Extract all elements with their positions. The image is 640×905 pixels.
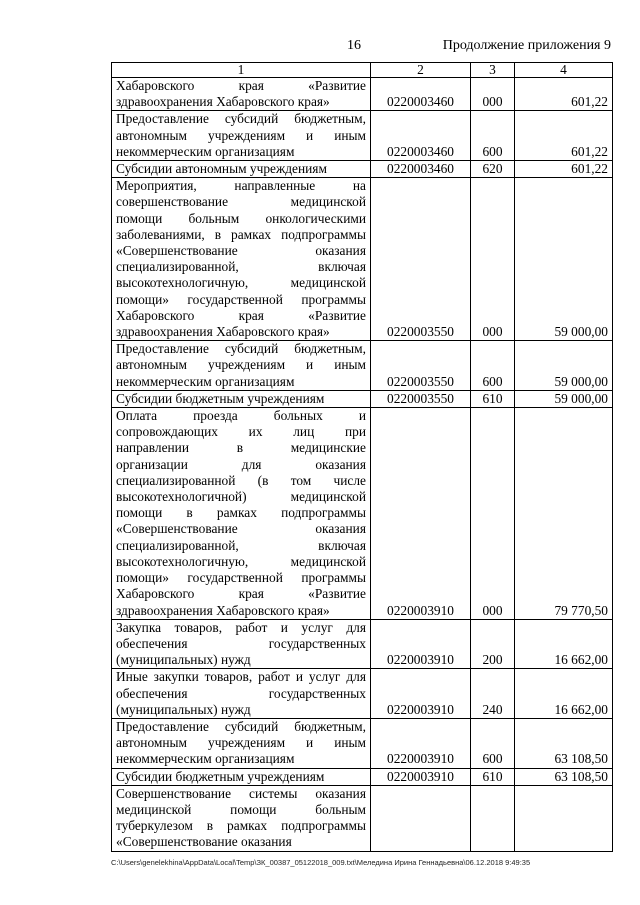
description-line: Иные закупки товаров, работ и услуг для	[116, 669, 366, 685]
expense-type: 600	[471, 111, 515, 161]
description-line: здравоохранения Хабаровского края»	[116, 324, 330, 340]
amount: 59 000,00	[515, 390, 613, 407]
continuation-caption: Продолжение приложения 9	[442, 38, 611, 53]
description-line: Субсидии автономным учреждениям	[116, 161, 327, 177]
description-line: обеспечения государственных	[116, 685, 366, 701]
description-line: (муниципальных) нужд	[116, 652, 251, 668]
table-row	[112, 785, 613, 851]
expense-type: 600	[471, 341, 515, 391]
expense-type: 600	[471, 718, 515, 768]
row-description	[112, 768, 371, 785]
table-row	[112, 178, 613, 341]
description-line: Совершенствование системы оказания	[116, 785, 366, 801]
description-line: «Совершенствование оказания	[116, 521, 366, 537]
row-description	[112, 390, 371, 407]
table-row	[112, 768, 613, 785]
amount	[515, 785, 613, 851]
target-code: 0220003910	[371, 718, 471, 768]
expense-type: 610	[471, 768, 515, 785]
description-line: направлении в медицинские	[116, 440, 366, 456]
expense-type: 000	[471, 408, 515, 620]
table-row	[112, 390, 613, 407]
amount: 59 000,00	[515, 178, 613, 341]
target-code: 0220003460	[371, 111, 471, 161]
amount: 16 662,00	[515, 619, 613, 669]
row-description	[112, 341, 371, 391]
description-line: «Совершенствование оказания	[116, 834, 292, 850]
table-row	[112, 341, 613, 391]
row-description	[112, 718, 371, 768]
description-line: высокотехнологичную, медицинской	[116, 275, 366, 291]
table-row	[112, 78, 613, 111]
description-line: организации для оказания	[116, 456, 366, 472]
description-line: Субсидии бюджетным учреждениям	[116, 768, 325, 784]
expense-type: 000	[471, 178, 515, 341]
amount: 59 000,00	[515, 341, 613, 391]
description-line: автономным учреждениям и иным	[116, 735, 366, 751]
description-line: Предоставление субсидий бюджетным,	[116, 111, 366, 127]
description-line: туберкулезом в рамках подпрограммы	[116, 818, 366, 834]
target-code	[371, 785, 471, 851]
description-line: Предоставление субсидий бюджетным,	[116, 718, 366, 734]
table-row	[112, 619, 613, 669]
description-line: Хабаровского края «Развитие	[116, 307, 366, 323]
target-code: 0220003910	[371, 669, 471, 719]
target-code: 0220003910	[371, 768, 471, 785]
amount: 79 770,50	[515, 408, 613, 620]
description-line: здравоохранения Хабаровского края»	[116, 94, 330, 110]
description-line: специализированной, включая	[116, 259, 366, 275]
description-line: заболеваниями, в рамках подпрограммы	[116, 226, 366, 242]
description-line: помощи больным онкологическими	[116, 210, 366, 226]
description-line: помощи» государственной программы	[116, 291, 366, 307]
target-code: 0220003550	[371, 390, 471, 407]
table-row	[112, 161, 613, 178]
row-description	[112, 408, 371, 620]
target-code: 0220003910	[371, 408, 471, 620]
row-description	[112, 111, 371, 161]
description-line: Хабаровского края «Развитие	[116, 78, 366, 93]
table-row	[112, 718, 613, 768]
expense-type: 240	[471, 669, 515, 719]
description-line: здравоохранения Хабаровского края»	[116, 602, 330, 618]
description-line: обеспечения государственных	[116, 635, 366, 651]
amount: 63 108,50	[515, 768, 613, 785]
description-line: помощи в рамках подпрограммы	[116, 505, 366, 521]
description-line: Предоставление субсидий бюджетным,	[116, 341, 366, 357]
row-description	[112, 178, 371, 341]
description-line: специализированной, включая	[116, 537, 366, 553]
expense-type	[471, 785, 515, 851]
row-description	[112, 785, 371, 851]
description-line: медицинской помощи больным	[116, 801, 366, 817]
target-code: 0220003910	[371, 619, 471, 669]
amount: 601,22	[515, 161, 613, 178]
description-line: автономным учреждениям и иным	[116, 127, 366, 143]
expense-type: 620	[471, 161, 515, 178]
table-row	[112, 669, 613, 719]
target-code: 0220003460	[371, 161, 471, 178]
column-header: 2	[371, 63, 471, 78]
column-header: 3	[471, 63, 515, 78]
row-description	[112, 669, 371, 719]
row-description	[112, 161, 371, 178]
description-line: Закупка товаров, работ и услуг для	[116, 619, 366, 635]
description-line: специализированной (в том числе	[116, 472, 366, 488]
description-line: Субсидии бюджетным учреждениям	[116, 390, 325, 406]
description-line: (муниципальных) нужд	[116, 701, 251, 717]
row-description	[112, 78, 371, 111]
page-number: 16	[347, 38, 361, 53]
file-path-footer: C:\Users\genelekhina\AppData\Local\Temp\ЗК_00387_05122018_009.txt\Меледина Ирина Геннадьевна\06.12.2018 9:49:35	[111, 858, 531, 867]
table-row	[112, 111, 613, 161]
column-header: 1	[112, 63, 371, 78]
description-line: сопровождающих их лиц при	[116, 424, 366, 440]
table-row	[112, 408, 613, 620]
description-line: Мероприятия, направленные на	[116, 178, 366, 194]
description-line: автономным учреждениям и иным	[116, 357, 366, 373]
description-line: помощи» государственной программы	[116, 570, 366, 586]
expense-type: 000	[471, 78, 515, 111]
description-line: Хабаровского края «Развитие	[116, 586, 366, 602]
expense-type: 200	[471, 619, 515, 669]
row-description	[112, 619, 371, 669]
column-header-row	[112, 63, 613, 78]
description-line: «Совершенствование оказания	[116, 243, 366, 259]
budget-table	[111, 62, 613, 852]
target-code: 0220003460	[371, 78, 471, 111]
target-code: 0220003550	[371, 341, 471, 391]
amount: 601,22	[515, 78, 613, 111]
description-line: совершенствование медицинской	[116, 194, 366, 210]
description-line: высокотехнологичной) медицинской	[116, 489, 366, 505]
description-line: Оплата проезда больных и	[116, 408, 366, 424]
description-line: высокотехнологичную, медицинской	[116, 553, 366, 569]
description-line: некоммерческим организациям	[116, 373, 295, 389]
amount: 16 662,00	[515, 669, 613, 719]
expense-type: 610	[471, 390, 515, 407]
target-code: 0220003550	[371, 178, 471, 341]
column-header: 4	[515, 63, 613, 78]
amount: 63 108,50	[515, 718, 613, 768]
description-line: некоммерческим организациям	[116, 751, 295, 767]
description-line: некоммерческим организациям	[116, 143, 295, 159]
amount: 601,22	[515, 111, 613, 161]
